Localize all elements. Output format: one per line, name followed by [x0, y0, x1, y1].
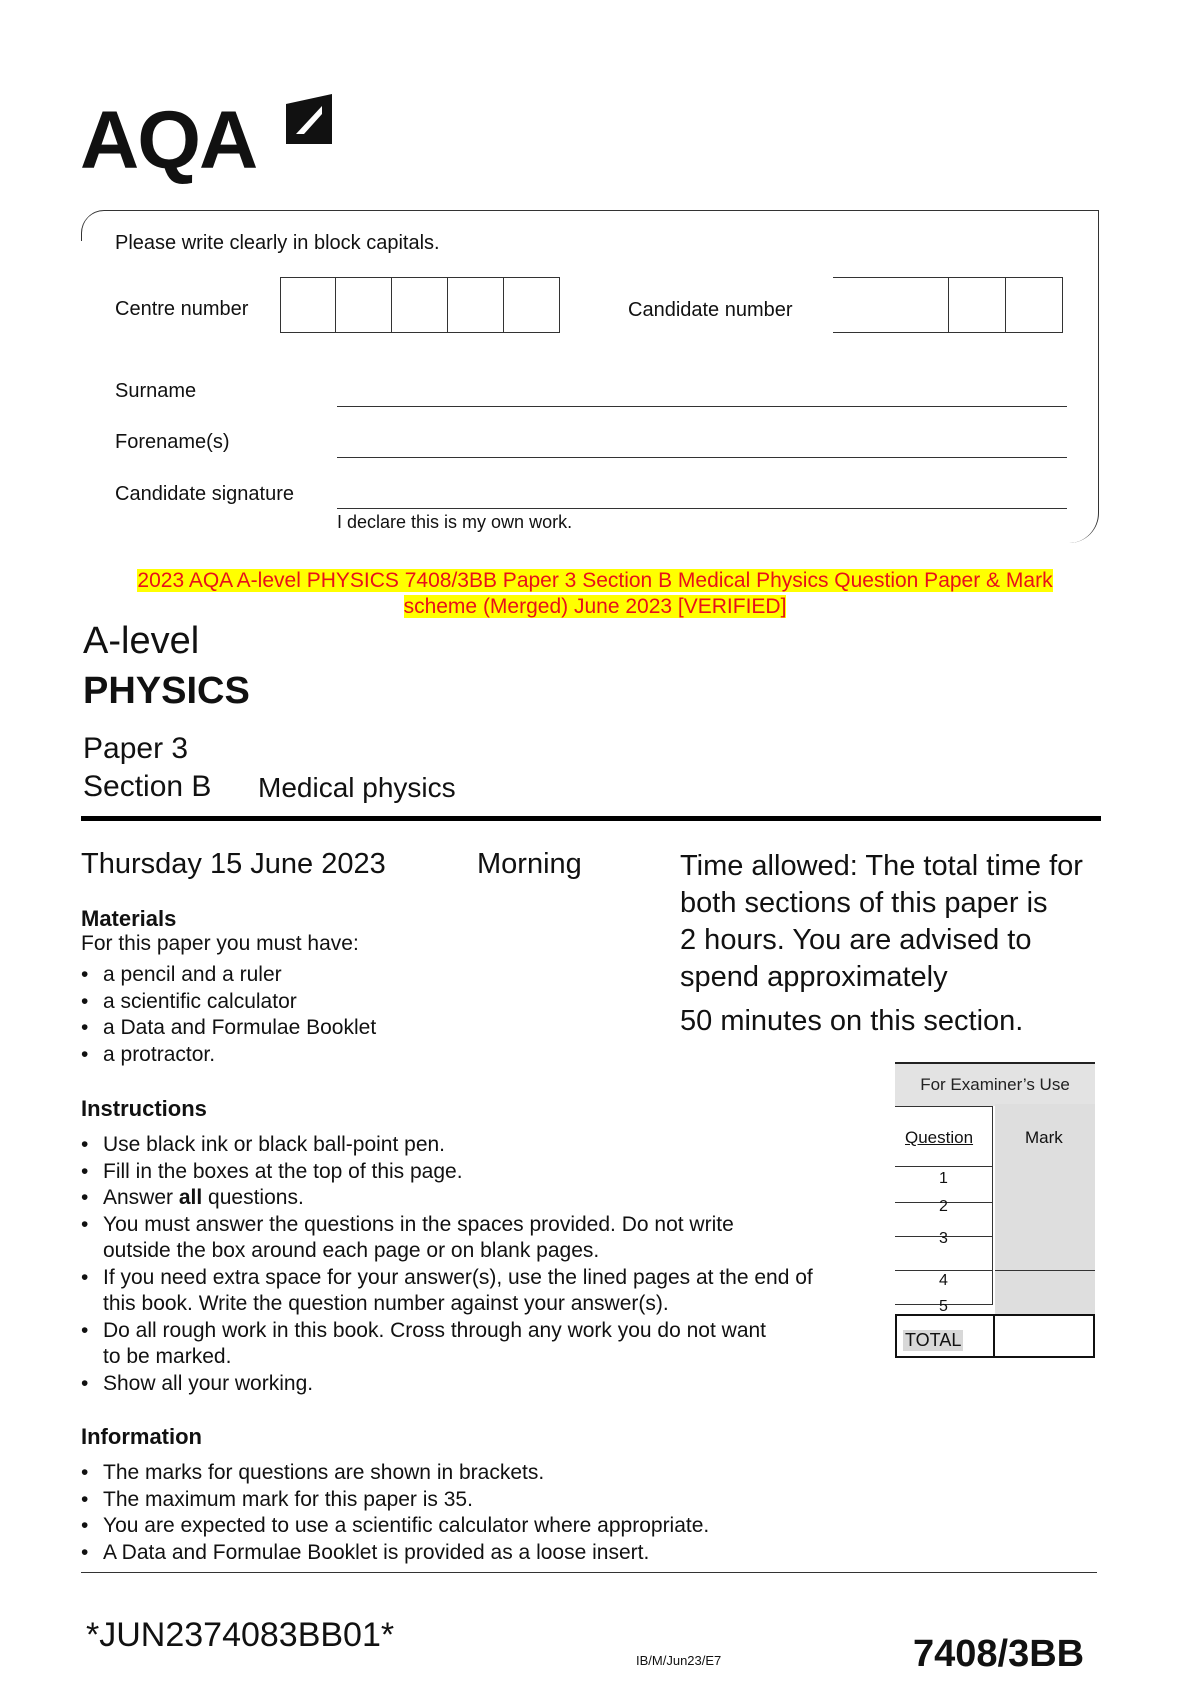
- list-item: • a scientific calculator: [81, 989, 376, 1016]
- qualification-level: A-level: [83, 620, 200, 662]
- time-allowed-line: 2 hours. You are advised to: [680, 924, 1032, 956]
- forenames-label: Forename(s): [115, 431, 230, 453]
- exam-date: Thursday 15 June 2023: [81, 848, 386, 880]
- paper-reference: IB/M/Jun23/E7: [636, 1653, 722, 1668]
- total-label: TOTAL: [905, 1330, 962, 1350]
- list-item: • If you need extra space for your answer(s), use the lined pages at the end of this book. Write the question number against your answer(s).: [81, 1265, 881, 1318]
- candidate-digit-box[interactable]: [1062, 277, 1063, 333]
- materials-intro: For this paper you must have:: [81, 932, 359, 955]
- centre-number-boxes[interactable]: [280, 277, 560, 333]
- time-allowed-line: 50 minutes on this section.: [680, 1005, 1024, 1037]
- centre-digit-box[interactable]: [504, 277, 560, 333]
- materials-list: [81, 962, 376, 1068]
- candidate-digit-box[interactable]: [948, 277, 949, 333]
- list-item: • a Data and Formulae Booklet: [81, 1015, 376, 1042]
- list-item: • You must answer the questions in the spaces provided. Do not write outside the box around each page or on blank pages.: [81, 1212, 881, 1265]
- surname-label: Surname: [115, 380, 197, 402]
- question-number: 4: [939, 1272, 948, 1289]
- subject-title: PHYSICS: [83, 670, 250, 712]
- centre-digit-box[interactable]: [448, 277, 504, 333]
- declaration-text: I declare this is my own work.: [337, 512, 573, 532]
- time-allowed-line: both sections of this paper is: [680, 887, 1048, 919]
- section-label: Section B: [83, 770, 212, 803]
- list-item: • The marks for questions are shown in brackets.: [81, 1460, 881, 1487]
- centre-digit-box[interactable]: [336, 277, 392, 333]
- question-number: 5: [939, 1298, 948, 1315]
- list-item: • a protractor.: [81, 1042, 376, 1069]
- candidate-number-boxes[interactable]: [833, 277, 1063, 333]
- centre-digit-box[interactable]: [280, 277, 336, 333]
- time-allowed-line: spend approximately: [680, 961, 948, 993]
- information-list: [81, 1460, 881, 1566]
- aqa-logo: AQA: [80, 95, 257, 186]
- barcode-text: *JUN2374083BB01*: [86, 1616, 395, 1654]
- title-banner: [100, 568, 1090, 620]
- question-number: 2: [939, 1198, 948, 1215]
- question-number: 1: [939, 1170, 948, 1187]
- signature-field[interactable]: [337, 508, 1067, 509]
- examiner-table-heading: For Examiner’s Use: [895, 1062, 1095, 1106]
- forenames-field[interactable]: [337, 457, 1067, 458]
- list-item: • You are expected to use a scientific calculator where appropriate.: [81, 1513, 881, 1540]
- banner-line-2: scheme (Merged) June 2023 [VERIFIED]: [403, 595, 787, 618]
- candidate-digit-box[interactable]: [1005, 277, 1006, 333]
- information-heading: Information: [81, 1424, 202, 1449]
- centre-number-label: Centre number: [115, 298, 249, 320]
- aqa-tick-icon: [282, 94, 336, 148]
- time-allowed: [680, 848, 1100, 1040]
- instructions-heading: Instructions: [81, 1096, 207, 1121]
- candidate-number-label: Candidate number: [628, 299, 793, 321]
- exam-session: Morning: [477, 848, 582, 880]
- title-divider: [81, 816, 1101, 821]
- list-item: • Do all rough work in this book. Cross through any work you do not want to be marked.: [81, 1318, 881, 1371]
- list-item: • The maximum mark for this paper is 35.: [81, 1487, 881, 1514]
- time-allowed-line: Time allowed: The total time for: [680, 850, 1083, 882]
- list-item: • Answer all questions.: [81, 1185, 881, 1212]
- list-item: • Show all your working.: [81, 1371, 881, 1398]
- question-number: 3: [939, 1230, 948, 1247]
- centre-digit-box[interactable]: [392, 277, 448, 333]
- question-column-header: Question: [905, 1128, 974, 1147]
- list-item: • Use black ink or black ball-point pen.: [81, 1132, 881, 1159]
- section-topic: Medical physics: [258, 772, 456, 803]
- surname-field[interactable]: [337, 406, 1067, 407]
- mark-column-header: Mark: [1025, 1128, 1063, 1147]
- banner-line-1: 2023 AQA A-level PHYSICS 7408/3BB Paper 3 Section B Medical Physics Question Paper & Mark: [137, 569, 1053, 592]
- paper-code: 7408/3BB: [913, 1633, 1085, 1675]
- examiner-use-table: [895, 1062, 1095, 1360]
- signature-label: Candidate signature: [115, 483, 295, 505]
- materials-heading: Materials: [81, 906, 177, 931]
- paper-number: Paper 3: [83, 732, 189, 765]
- block-capitals-instruction: Please write clearly in block capitals.: [115, 232, 440, 254]
- list-item: • Fill in the boxes at the top of this page.: [81, 1159, 881, 1186]
- footer-divider: [81, 1572, 1097, 1573]
- list-item: • A Data and Formulae Booklet is provided as a loose insert.: [81, 1540, 881, 1567]
- list-item: • a pencil and a ruler: [81, 962, 376, 989]
- instructions-list: [81, 1132, 881, 1397]
